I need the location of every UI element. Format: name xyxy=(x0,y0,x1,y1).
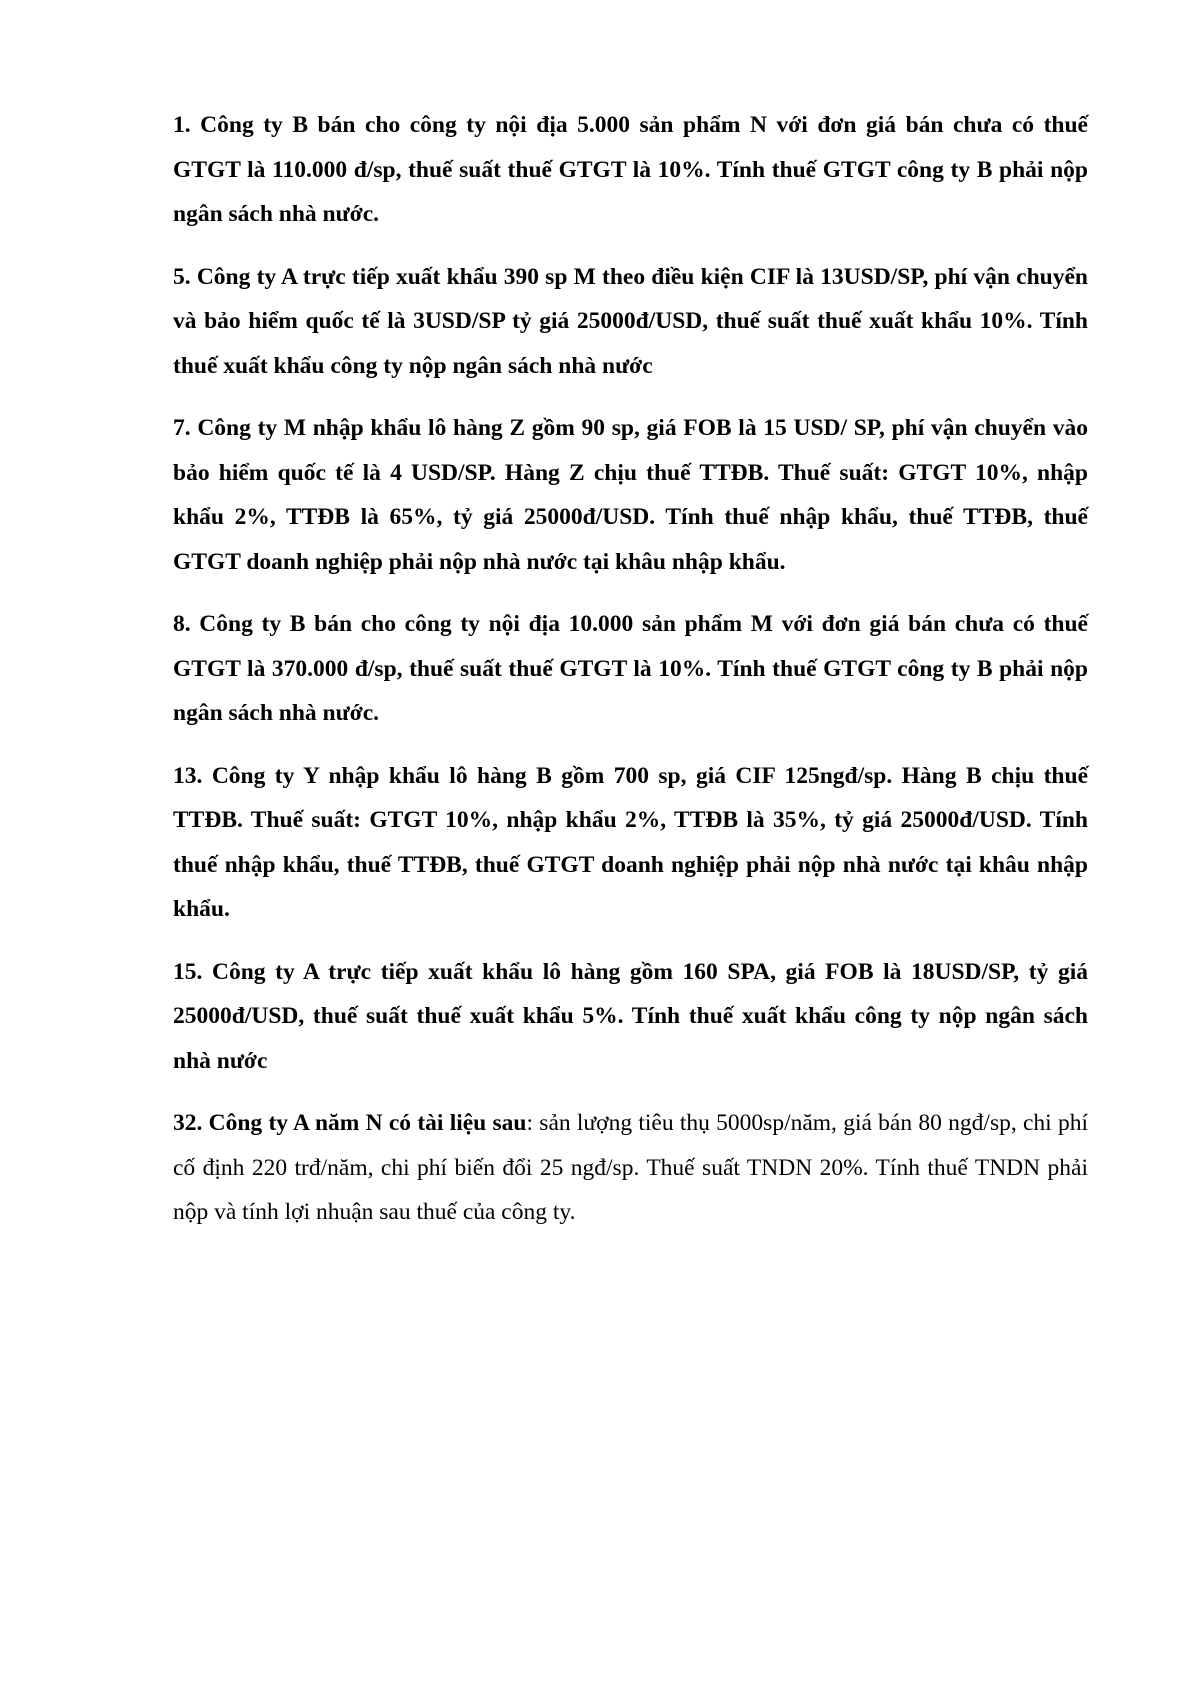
problem-32-body: : sản lượng tiêu thụ 5000sp/năm, giá bán 80 ngđ/sp, chi phí cố định 220 trđ/năm, chi phí biến đổi 25 ngđ/sp. Thuế suất TNDN 20%. Tính thuế TNDN phải nộp và tính lợi nhuận sau thuế của công ty. xyxy=(173,1110,1088,1225)
problem-1: 1. Công ty B bán cho công ty nội địa 5.000 sản phẩm N với đơn giá bán chưa có thuế GTGT là 110.000 đ/sp, thuế suất thuế GTGT là 10%. Tính thuế GTGT công ty B phải nộp ngân sách nhà nước. xyxy=(173,112,1088,227)
problem-32 xyxy=(173,1101,1088,1235)
problem-13: 13. Công ty Y nhập khẩu lô hàng B gồm 700 sp, giá CIF 125ngđ/sp. Hàng B chịu thuế TTĐB. Thuế suất: GTGT 10%, nhập khẩu 2%, TTĐB là 35%, tỷ giá 25000đ/USD. Tính thuế nhập khẩu, thuế TTĐB, thuế GTGT doanh nghiệp phải nộp nhà nước tại khâu nhập khẩu. xyxy=(173,762,1088,922)
problem-15: 15. Công ty A trực tiếp xuất khẩu lô hàng gồm 160 SPA, giá FOB là 18USD/SP, tỷ giá 25000đ/USD, thuế suất thuế xuất khẩu 5%. Tính thuế xuất khẩu công ty nộp ngân sách nhà nước xyxy=(173,958,1088,1074)
document-page xyxy=(173,103,1088,1253)
problem-7: 7. Công ty M nhập khẩu lô hàng Z gồm 90 sp, giá FOB là 15 USD/ SP, phí vận chuyển vào bảo hiểm quốc tế là 4 USD/SP. Hàng Z chịu thuế TTĐB. Thuế suất: GTGT 10%, nhập khẩu 2%, TTĐB là 65%, tỷ giá 25000đ/USD. Tính thuế nhập khẩu, thuế TTĐB, thuế GTGT doanh nghiệp phải nộp nhà nước tại khâu nhập khẩu. xyxy=(173,415,1088,575)
problem-8: 8. Công ty B bán cho công ty nội địa 10.000 sản phẩm M với đơn giá bán chưa có thuế GTGT là 370.000 đ/sp, thuế suất thuế GTGT là 10%. Tính thuế GTGT công ty B phải nộp ngân sách nhà nước. xyxy=(173,611,1088,726)
problem-32-lead: 32. Công ty A năm N có tài liệu sau xyxy=(173,1110,527,1136)
problem-5: 5. Công ty A trực tiếp xuất khẩu 390 sp M theo điều kiện CIF là 13USD/SP, phí vận chuyển và bảo hiểm quốc tế là 3USD/SP tỷ giá 25000đ/USD, thuế suất thuế xuất khẩu 10%. Tính thuế xuất khẩu công ty nộp ngân sách nhà nước xyxy=(173,263,1088,379)
